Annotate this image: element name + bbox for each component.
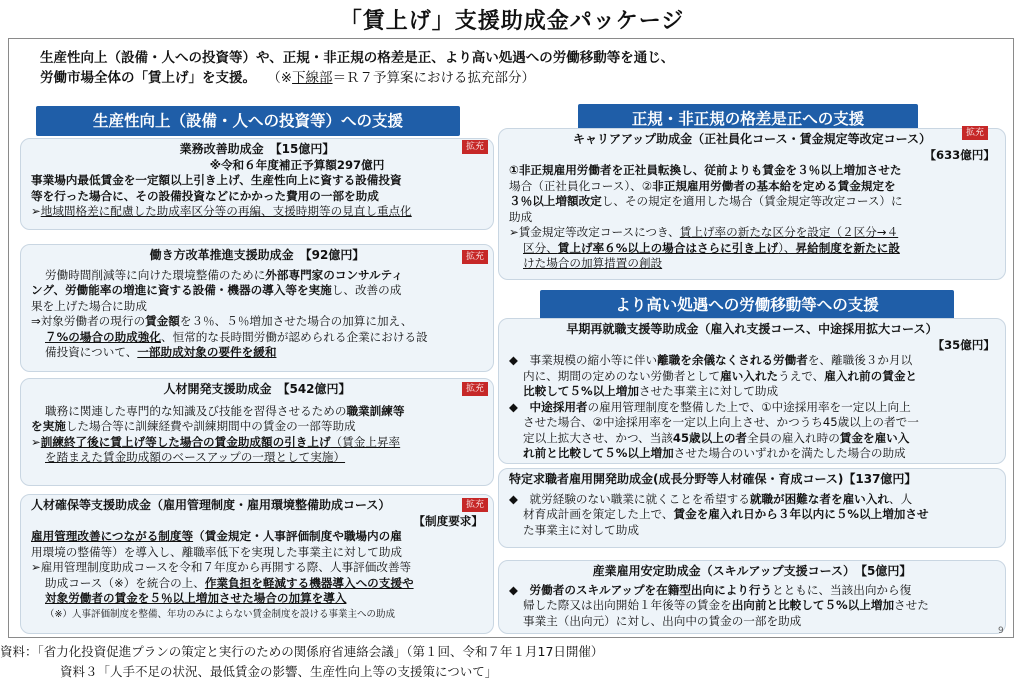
note-prefix: （※: [274, 70, 293, 86]
t: ング、労働能率の増進に資する設備・機器の導入等を実施: [31, 283, 332, 297]
t: 区分、: [523, 240, 558, 255]
sohki-amount: 【35億円】: [932, 337, 995, 352]
jinzai-kaihatsu-body-1: [31, 404, 483, 420]
tokutei-header: [509, 472, 995, 488]
t: させた: [894, 598, 929, 612]
box-gyomu-kaizen: [20, 138, 494, 230]
jinzai-kaihatsu-body-3: [31, 435, 483, 451]
t: 備投資について、: [45, 345, 138, 359]
note-suffix: ＝Ｒ７予算案における拡充部分）: [332, 70, 536, 86]
tag-kakuju-jinzai-kaihatsu: 拡充: [462, 382, 488, 396]
sohki-body-3: [509, 384, 995, 400]
t: 定以上拡大させ、かつ、当該: [523, 430, 673, 445]
tag-kakuju-gyomu: 拡充: [462, 140, 488, 154]
hatarakikata-body-5: [31, 330, 483, 346]
box-career-up: [498, 128, 1006, 280]
t: 出向前と比較して５%以上増加: [731, 598, 895, 612]
box-jinzai-kaihatsu: [20, 378, 494, 486]
t: 就職が困難な者を雇い入れ: [749, 491, 889, 506]
t: ７%の場合の助成強化: [45, 329, 161, 344]
box-sohki-saishushoku: [498, 318, 1006, 464]
section-head-mobility: より高い処遇への労働移動等への支援: [540, 290, 954, 320]
sohki-body-6: [509, 431, 995, 447]
tokutei-body-3: た事業主に対して助成: [523, 522, 639, 537]
t: 材育成計画を策定した上で、: [523, 507, 674, 521]
t: を３％、５％増加させた場合の加算に加え、: [179, 314, 413, 328]
tokutei-name: 特定求職者雇用開発助成金(成長分野等人材確保・育成コース): [509, 472, 844, 486]
t: 雇用管理制度助成コースを令和７年度から再開する際、人事評価改善等: [40, 560, 412, 574]
jinzai-kaihatsu-name: 人材開発支援助成金: [163, 382, 272, 396]
sohki-name: 早期再就職支援等助成金（雇入れ支援コース、中途採用拡大コース）: [566, 322, 938, 336]
t: 全員の雇入れ時の: [747, 430, 840, 445]
t: （賃金規定・人事評価制度や職場内の雇: [193, 529, 402, 543]
sohki-body-7: [509, 446, 995, 462]
hatarakikata-body-6: [31, 345, 483, 361]
arrow-bullet-icon: ➢: [31, 434, 41, 449]
sangyo-header: [509, 564, 995, 580]
t: ）、: [778, 240, 796, 255]
diamond-bullet-icon: ◆: [509, 582, 518, 597]
sohki-body-5: させた場合、②中途採用率を一定以上向上させ、かつうち45歳以上の者で一: [523, 415, 919, 429]
tokutei-body-1: [509, 492, 995, 508]
jinzai-kakuho-body-4: [31, 576, 483, 592]
hatarakikata-body-4: [31, 314, 483, 330]
t: し、改善の成: [331, 283, 402, 297]
jinzai-kaihatsu-amount: 【542億円】: [283, 382, 351, 396]
intro-line-2-text: 労働市場全体の「賃上げ」を支援。: [40, 70, 256, 86]
t: 雇入れ前の賃金と: [824, 368, 918, 383]
hatarakikata-body-3: 果を上げた場合に助成: [31, 298, 147, 313]
t: 45歳以上の者: [672, 430, 748, 445]
t: 労働時間削減等に向けた環境整備のために: [45, 267, 266, 282]
tag-kakuju-hatarakikata: 拡充: [462, 250, 488, 264]
page-number: 9: [998, 626, 1004, 636]
jinzai-kakuho-body-5: 対象労働者の賃金を５％以上増加させた場合の加算を導入: [45, 591, 347, 605]
t: 職務に関連した専門的な知識及び技能を習得させるための: [45, 403, 347, 418]
t: した場合等に訓練経費や訓練期間中の賃金の一部等助成: [65, 419, 356, 433]
page-title: 「賃上げ」支援助成金パッケージ: [339, 9, 685, 34]
box-hatarakikata: [20, 244, 494, 372]
t: 賃金を雇入れ日から３年以内に５%以上増加させ: [673, 507, 929, 521]
career-up-body-4: 助成: [509, 209, 533, 224]
gyomu-amount: 【15億円】: [275, 142, 335, 156]
t: の雇用管理制度を整備した上で、①中途採用率を一定以上向上: [587, 399, 911, 414]
gyomu-body-3-row: [31, 204, 483, 220]
sangyo-body-2: [509, 598, 995, 614]
jinzai-kaihatsu-body-4: を踏まえた賃金助成額のベースアップの一環として実施）: [45, 450, 346, 464]
jinzai-kakuho-name: 人材確保等支援助成金（雇用管理制度・雇用環境整備助成コース）: [31, 498, 391, 512]
box-tokutei-kyushokusha: [498, 468, 1006, 548]
t: 外部専門家のコンサルティ: [265, 267, 403, 282]
t: 中途採用者: [529, 399, 588, 414]
t: させた事業主に対して助成: [638, 384, 779, 398]
career-up-body-1: ①非正規雇用労働者を正社員転換し、従前よりも賃金を３％以上増加させた: [509, 163, 902, 177]
jinzai-kakuho-body-2: 用環境の整備等）を導入し、離職率低下を実現した事業主に対して助成: [31, 544, 403, 559]
sangyo-body-1: [509, 583, 995, 599]
career-up-amount: 【633億円】: [924, 147, 995, 162]
diamond-bullet-icon: ◆: [509, 353, 518, 367]
gyomu-body-1: 事業場内最低賃金を一定額以上引き上げ、生産性向上に資する設備投資: [31, 173, 402, 187]
intro-note: [274, 70, 535, 86]
t: 職業訓練等: [346, 403, 405, 418]
sohki-body-1: [509, 353, 995, 369]
diamond-bullet-icon: ◆: [509, 491, 518, 506]
jinzai-kakuho-footnote: （※）人事評価制度を整備、年功のみによらない賃金制度を設ける事業主への助成: [45, 608, 395, 620]
hatarakikata-name: 働き方改革推進支援助成金: [149, 248, 294, 262]
t: ➢賃金規定等改定コースにつき、: [509, 225, 680, 239]
arrow-bullet-icon: ➢: [31, 204, 41, 218]
jinzai-kakuho-body-3: [31, 560, 483, 576]
t: うえで、: [778, 368, 825, 383]
t: 帰した際又は出向開始１年後等の賃金を: [523, 598, 732, 612]
intro-line-1: 生産性向上（設備・人への投資等）や、正規・非正規の格差是正、より高い処遇への労働移動等を通じ、: [40, 50, 675, 66]
t: 比較して５%以上増加: [523, 384, 639, 398]
t: 賃上げ率の新たな区分を設定（２区分→４: [679, 225, 899, 239]
career-up-body-3: [509, 194, 995, 210]
jinzai-kakuho-body-1: [31, 529, 483, 545]
t: を実施: [31, 419, 66, 433]
t: ⇒対象労働者の現行の: [31, 314, 146, 328]
source-line-1: 資料：「省力化投資促進プランの策定と実行のための関係府省連絡会議」（第１回、令和７年１月17日開催）: [0, 644, 604, 659]
t: 労働者のスキルアップを在籍型出向により行う: [529, 582, 773, 597]
intro-line-2: [40, 68, 1000, 88]
t: 一部助成対象の要件を緩和: [137, 345, 277, 359]
arrow-bullet-icon: ➢: [31, 560, 41, 574]
tokutei-amount: 【137億円】: [843, 472, 917, 486]
t: 内に、期間の定めのない労働者として: [523, 368, 721, 383]
jinzai-kaihatsu-header: [31, 382, 483, 398]
source-citation: [0, 642, 603, 682]
t: 、人: [888, 491, 913, 506]
career-up-body-6: [509, 241, 995, 257]
t: 就労経験のない職業に就くことを希望する: [529, 491, 750, 506]
t: 訓練終了後に賃上げ等した場合の賃金助成額の引き上げ: [40, 434, 331, 449]
t: 賃金を雇い入: [839, 430, 910, 445]
t: 、恒常的な長時間労働が認められる企業における設: [160, 329, 428, 344]
t: 事業規模の縮小等に伴い: [529, 353, 658, 367]
tag-kakuju-career-up: 拡充: [962, 126, 988, 140]
sohki-body-4: [509, 400, 995, 416]
hatarakikata-amount: 【92億円】: [305, 248, 365, 262]
t: 助成コース（※）を統合の上、: [45, 575, 205, 590]
sangyo-body-3: 事業主（出向元）に対し、出向中の賃金の一部を助成: [523, 613, 802, 628]
jinzai-kakuho-amount: 【制度要求】: [413, 513, 483, 528]
t: ３％以上増額改定: [509, 194, 602, 208]
t: 賃金額: [145, 314, 180, 328]
career-up-body-2: [509, 179, 995, 195]
gyomu-body-3: 地域間格差に配慮した助成率区分等の再編、支援時期等の見直し重点化: [40, 204, 412, 218]
diamond-bullet-icon: ◆: [509, 399, 518, 414]
t: 場合（正社員化コース）、②: [509, 178, 653, 193]
intro-text: [40, 48, 1000, 88]
hatarakikata-body-1: [31, 268, 483, 284]
note-underlined: 下線部: [292, 70, 333, 86]
source-line-2: 資料３「人手不足の状況、最低賃金の影響、生産性向上等の支援策について」: [60, 664, 498, 679]
t: 雇用管理改善につながる制度等: [31, 529, 194, 543]
career-up-body-5: [509, 225, 995, 241]
tag-kakuju-jinzai-kakuho: 拡充: [462, 498, 488, 512]
hatarakikata-body-2: [31, 283, 483, 299]
box-sangyo-koyo: [498, 560, 1006, 634]
section-head-productivity: 生産性向上（設備・人への投資等）への支援: [36, 106, 460, 136]
t: し、その規定を適用した場合（賃金規定等改定コース）に: [601, 194, 903, 208]
sangyo-amount: 【5億円】: [861, 564, 912, 578]
jinzai-kaihatsu-body-2: [31, 419, 483, 435]
sangyo-name: 産業雇用安定助成金（スキルアップ支援コース）: [592, 564, 850, 578]
section-head-disparity: 正規・非正規の格差是正への支援: [578, 104, 918, 134]
t: 雇い入れた: [720, 368, 779, 383]
gyomu-amount-2: ※令和６年度補正予算額297億円: [209, 157, 385, 172]
t: 離職を余儀なくされる労働者: [657, 353, 808, 367]
t: 賃上げ率６%以上の場合はさらに引き上げ: [557, 240, 779, 255]
hatarakikata-header: [31, 248, 483, 264]
gyomu-name: 業務改善助成金: [179, 142, 264, 156]
gyomu-header: [31, 142, 483, 158]
t: 作業負担を軽減する機器導入への支援や: [204, 575, 414, 590]
gyomu-body-2: 等を行った場合に、その設備投資などにかかった費用の一部を助成: [31, 188, 379, 203]
t: を、離職後３か月以: [807, 353, 913, 367]
tokutei-body-2: [509, 507, 995, 523]
t: させた場合のいずれかを満たした場合の助成: [673, 446, 906, 460]
sohki-body-2: [509, 369, 995, 385]
t: （賃金上昇率: [330, 434, 401, 449]
career-up-body-7: けた場合の加算措置の創設: [523, 256, 663, 270]
t: 昇給制度を新たに設: [795, 240, 900, 255]
career-up-name: キャリアアップ助成金（正社員化コース・賃金規定等改定コース）: [573, 132, 931, 146]
t: 非正規雇用労働者の基本給を定める賃金規定を: [652, 178, 896, 193]
t: れ前と比較して５%以上増加: [523, 446, 674, 460]
t: とともに、当該出向から復: [772, 582, 912, 597]
box-jinzai-kakuho: [20, 494, 494, 634]
